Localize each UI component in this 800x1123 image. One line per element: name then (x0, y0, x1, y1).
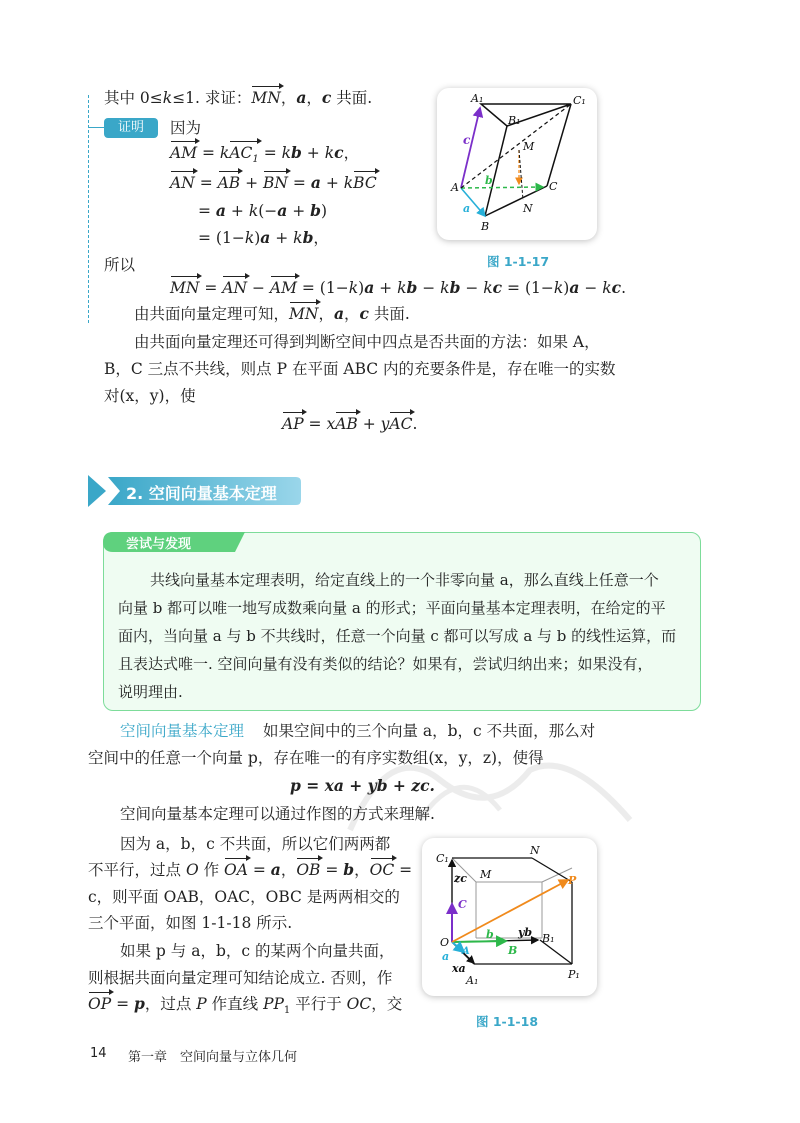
try-line-4: 且表达式唯一. 空间向量有没有类似的结论？如果有，尝试归纳出来；如果没有， (118, 655, 653, 673)
para1-line3: 对(x，y)，使 (104, 387, 196, 405)
try-line-2: 向量 b 都可以唯一地写成数乘向量 a 的形式；平面向量基本定理表明，在给定的平 (118, 599, 666, 617)
para2-line7: OP = p，过点 P 作直线 $PP_1$ 平行于 OC，交 (88, 994, 403, 1017)
label-C1: C₁ (436, 852, 449, 865)
try-line-3: 面内，当向量 a 与 b 不共线时，任意一个向量 c 都可以写成 a 与 b 的线性运算，而 (118, 627, 677, 645)
para2-line4: 三个平面，如图 1-1-18 所示. (88, 914, 293, 932)
theorem-line1 (120, 720, 595, 742)
proof-eq1: AM = kAC$_1$ = kb + kc， (170, 142, 359, 171)
label-c: c (463, 133, 471, 147)
label-N: N (530, 844, 540, 857)
theorem-equation: p = xa + yb + zc. (290, 776, 435, 795)
try-discover-title: 尝试与发现 (126, 537, 192, 552)
proof-so: 所以 (104, 256, 136, 274)
label-yb: yb (518, 926, 533, 939)
label-B1: B₁ (508, 114, 521, 127)
intro-line: 其中 0≤k≤1. 求证：MN，a，c 共面. (104, 88, 373, 107)
label-N: N (523, 202, 533, 215)
para2-line6: 则根据共面向量定理可知结论成立. 否则，作 (88, 969, 393, 987)
theorem-term: 空间向量基本定理 (120, 722, 245, 740)
label-a: a (442, 950, 450, 963)
label-C1: C₁ (573, 94, 586, 107)
parallelepiped-diagram (422, 838, 597, 996)
try-line-1: 共线向量基本定理表明，给定直线上的一个非零向量 a，那么直线上任意一个 (150, 571, 659, 589)
label-a: a (463, 202, 471, 215)
theorem-line2: 空间中的任意一个向量 p，存在唯一的有序实数组(x，y，z)，使得 (88, 749, 544, 767)
section-title: 2. 空间向量基本定理 (126, 484, 277, 503)
para2-line1: 因为 a，b，c 不共面，所以它们两两都 (120, 835, 391, 853)
label-xa: xa (452, 962, 466, 975)
proof-tick (88, 127, 104, 128)
label-b: b (486, 928, 494, 941)
proof-bracket (88, 95, 89, 323)
para1-equation: AP = xAB + yAC. (282, 415, 418, 433)
label-b: b (485, 174, 493, 187)
proof-conclusion: 由共面向量定理可知，MN，a，c 共面. (134, 304, 410, 323)
proof-because: 因为 (170, 119, 202, 137)
proof-badge: 证明 (104, 118, 158, 138)
prism-diagram (437, 88, 597, 240)
para1-line2: B，C 三点不共线，则点 P 在平面 ABC 内的充要条件是，存在唯一的实数 (104, 360, 616, 378)
label-M: M (480, 868, 492, 881)
proof-eq3: = a + k(−a + b) (198, 201, 328, 220)
label-O: O (440, 936, 450, 949)
para1-line1: 由共面向量定理还可得到判断空间中四点是否共面的方法：如果 A， (134, 333, 600, 351)
section-arrow-icon (88, 475, 106, 507)
label-A1: A₁ (466, 974, 479, 987)
label-A1: A₁ (471, 92, 484, 105)
proof-eq4: = (1−k)a + kb， (198, 228, 329, 247)
try-line-5: 说明理由. (118, 683, 183, 701)
proof-eq2: AN = AB + BN = a + kBC (170, 173, 377, 192)
theorem-line3: 空间向量基本定理可以通过作图的方式来理解. (120, 805, 435, 823)
label-zc: zc (454, 872, 467, 885)
page-number: 14 (90, 1046, 107, 1061)
figure-1-1-18-caption: 图 1-1-18 (476, 1014, 539, 1029)
figure-1-1-18 (422, 838, 597, 996)
proof-eq5: MN = AN − AM = (1−k)a + kb − kb − kc = (1−k)a − kc. (170, 278, 627, 297)
label-B: B (508, 944, 518, 957)
para2-line2: 不平行，过点 O 作 OA = a，OB = b，OC = (88, 860, 413, 879)
theorem-statement: 如果空间中的三个向量 a，b，c 不共面，那么对 (262, 722, 596, 740)
figure-1-1-17 (437, 88, 597, 240)
label-C: C (458, 898, 467, 911)
label-P: P (568, 874, 577, 887)
label-M: M (523, 140, 535, 153)
chapter-title: 第一章 空间向量与立体几何 (128, 1050, 298, 1065)
figure-1-1-17-caption: 图 1-1-17 (487, 254, 550, 269)
label-B1: B₁ (542, 932, 555, 945)
label-A: A (462, 946, 470, 957)
label-C: C (549, 180, 558, 193)
para2-line5: 如果 p 与 a，b，c 的某两个向量共面， (120, 942, 395, 960)
para2-line3: c，则平面 OAB，OAC，OBC 是两两相交的 (88, 888, 400, 906)
label-P1: P₁ (568, 968, 580, 981)
label-A: A (451, 181, 459, 194)
label-B: B (481, 220, 490, 233)
